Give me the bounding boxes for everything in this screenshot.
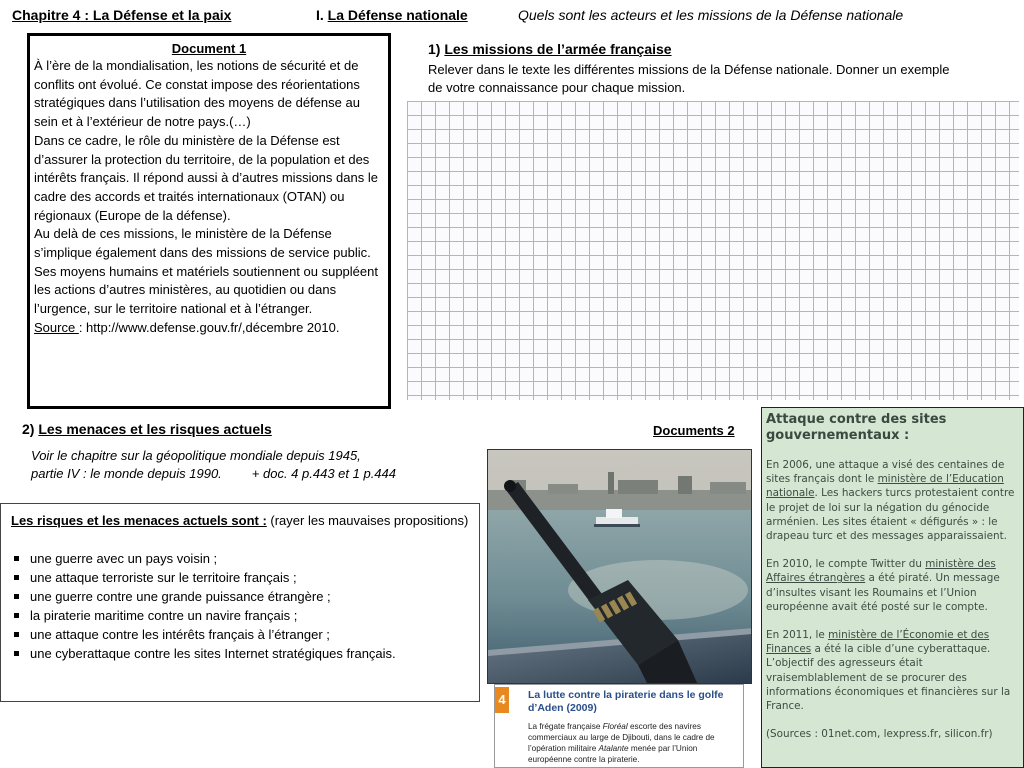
source-label: Source (34, 319, 79, 335)
document-1-title: Document 1 (171, 41, 247, 56)
cyber-text: . Les hackers turcs protestaient contre le projet de loi sur la négation du génocide arménien. Les sites étaient « défigurés » : le drapeau turc et des messages apparaissaient. (766, 487, 1015, 543)
caption-number: 4 (495, 687, 509, 713)
cyber-text: En 2011, le (766, 629, 829, 642)
section-heading (316, 7, 468, 23)
risk-item[interactable]: une attaque terroriste sur le territoire français ; (11, 568, 469, 587)
photo-illustration (488, 450, 752, 684)
risks-heading: Les risques et les menaces actuels sont : (11, 513, 267, 528)
warship-gun-photo (487, 449, 752, 684)
document-1-source (34, 319, 384, 338)
menaces-title: Les menaces et les risques actuels (38, 421, 272, 437)
photo-caption (494, 684, 744, 768)
risks-note: (rayer les mauvaises propositions) (266, 513, 469, 528)
caption-operation-name: Atalante (598, 744, 629, 753)
risk-item[interactable]: une guerre contre une grande puissance étrangère ; (11, 587, 469, 606)
hint-line: Voir le chapitre sur la géopolitique mondiale depuis 1945, (31, 448, 361, 463)
cyber-paragraph (766, 628, 1019, 713)
document-1-paragraph: À l’ère de la mondialisation, les notions de sécurité et de conflits ont évolué. Ce constat impose des réorientations stratégiques dans l’utilisation des moyens de défense au sein et à l’extérieur de notre pays.(…) (34, 58, 360, 130)
cyberattack-panel (761, 407, 1024, 768)
cyber-title: Attaque contre des sites gouvernementaux : (766, 412, 947, 443)
cyber-paragraph (766, 557, 1019, 614)
cyber-paragraph (766, 458, 1019, 543)
menaces-hint (31, 447, 396, 483)
caption-text-part: La frégate française (528, 722, 603, 731)
risks-heading-line (11, 511, 469, 530)
missions-instruction: Relever dans le texte les différentes missions de la Défense nationale. Donner un exemple de votre connaissance pour chaque mission. (428, 62, 950, 95)
cyber-text: En 2010, le compte Twitter du (766, 558, 926, 571)
hint-text: partie IV : le monde depuis 1990. (31, 466, 222, 481)
missions-number: 1) (428, 41, 441, 57)
risks-list (11, 549, 469, 663)
caption-title: La lutte contre la piraterie dans le golfe d’Aden (2009) (528, 689, 724, 714)
menaces-heading (22, 421, 272, 437)
risks-box (0, 503, 480, 702)
document-1-paragraph: Au delà de ces missions, le ministère de la Défense s’implique également dans des missions de service public. Ses moyens humains et matériels soutiennent ou suppléent les actions d’autres ministères, au quotidien ou dans l’urgence, sur le territoire national et à l’étranger. (34, 226, 378, 317)
hint-extra: + doc. 4 p.443 et 1 p.444 (251, 466, 396, 481)
cyber-ministry-link[interactable]: ministère de l’Education nationale (766, 473, 1004, 500)
cyber-sources: (Sources : 01net.com, lexpress.fr, silicon.fr) (766, 728, 993, 741)
cyber-text: a été la cible d’une cyberattaque. L’objectif des agresseurs était vraisemblablement de se procurer des informations économiques et financières sur la France. (766, 643, 1011, 713)
menaces-number: 2) (22, 421, 35, 437)
section-question: Quels sont les acteurs et les missions de la Défense nationale (518, 7, 904, 23)
cyber-text: En 2006, une attaque a visé des centaines de sites français dont le (766, 459, 1005, 486)
document-1-paragraph: Dans ce cadre, le rôle du ministère de la Défense est d’assurer la protection du territoire, de la population et des intérêts français. Il répond aussi à d’autres missions dans le cadre des accords et traités internationaux (OTAN) ou régionaux (Europe de la défense). (34, 132, 378, 223)
source-url: : http://www.defense.gouv.fr/,décembre 2010. (78, 319, 340, 335)
document-1-box (27, 33, 391, 409)
missions-title: Les missions de l’armée française (444, 41, 672, 57)
risk-item[interactable]: une attaque contre les intérêts français à l’étranger ; (11, 625, 469, 644)
cyber-ministry-link[interactable]: ministère de l’Économie et des Finances (766, 629, 990, 656)
risk-item[interactable]: une guerre avec un pays voisin ; (11, 549, 469, 568)
section-number: I. (316, 7, 324, 23)
caption-text-part: escorte des navires commerciaux au large de Djibouti, dans le cadre de l’opération militaire (528, 722, 715, 753)
section-title: La Défense nationale (327, 7, 468, 23)
documents-2-label: Documents 2 (653, 423, 735, 438)
risk-item[interactable]: la piraterie maritime contre un navire français ; (11, 606, 469, 625)
caption-text-part: menée par l’Union européenne contre la piraterie. (528, 744, 698, 764)
risk-item[interactable]: une cyberattaque contre les sites Internet stratégiques français. (11, 644, 469, 663)
cyber-text: a été piraté. Un message d’insultes visant les Roumains et l’Union européenne avait été posté sur le compte. (766, 572, 1000, 613)
grid-paper-answer-area[interactable] (407, 101, 1019, 400)
cyber-ministry-link[interactable]: ministère des Affaires étrangères (766, 558, 996, 585)
caption-text (528, 721, 740, 765)
hint-line (31, 465, 396, 483)
missions-heading (428, 41, 672, 57)
caption-ship-name: Floréal (602, 722, 628, 731)
chapter-title: Chapitre 4 : La Défense et la paix (12, 7, 232, 23)
